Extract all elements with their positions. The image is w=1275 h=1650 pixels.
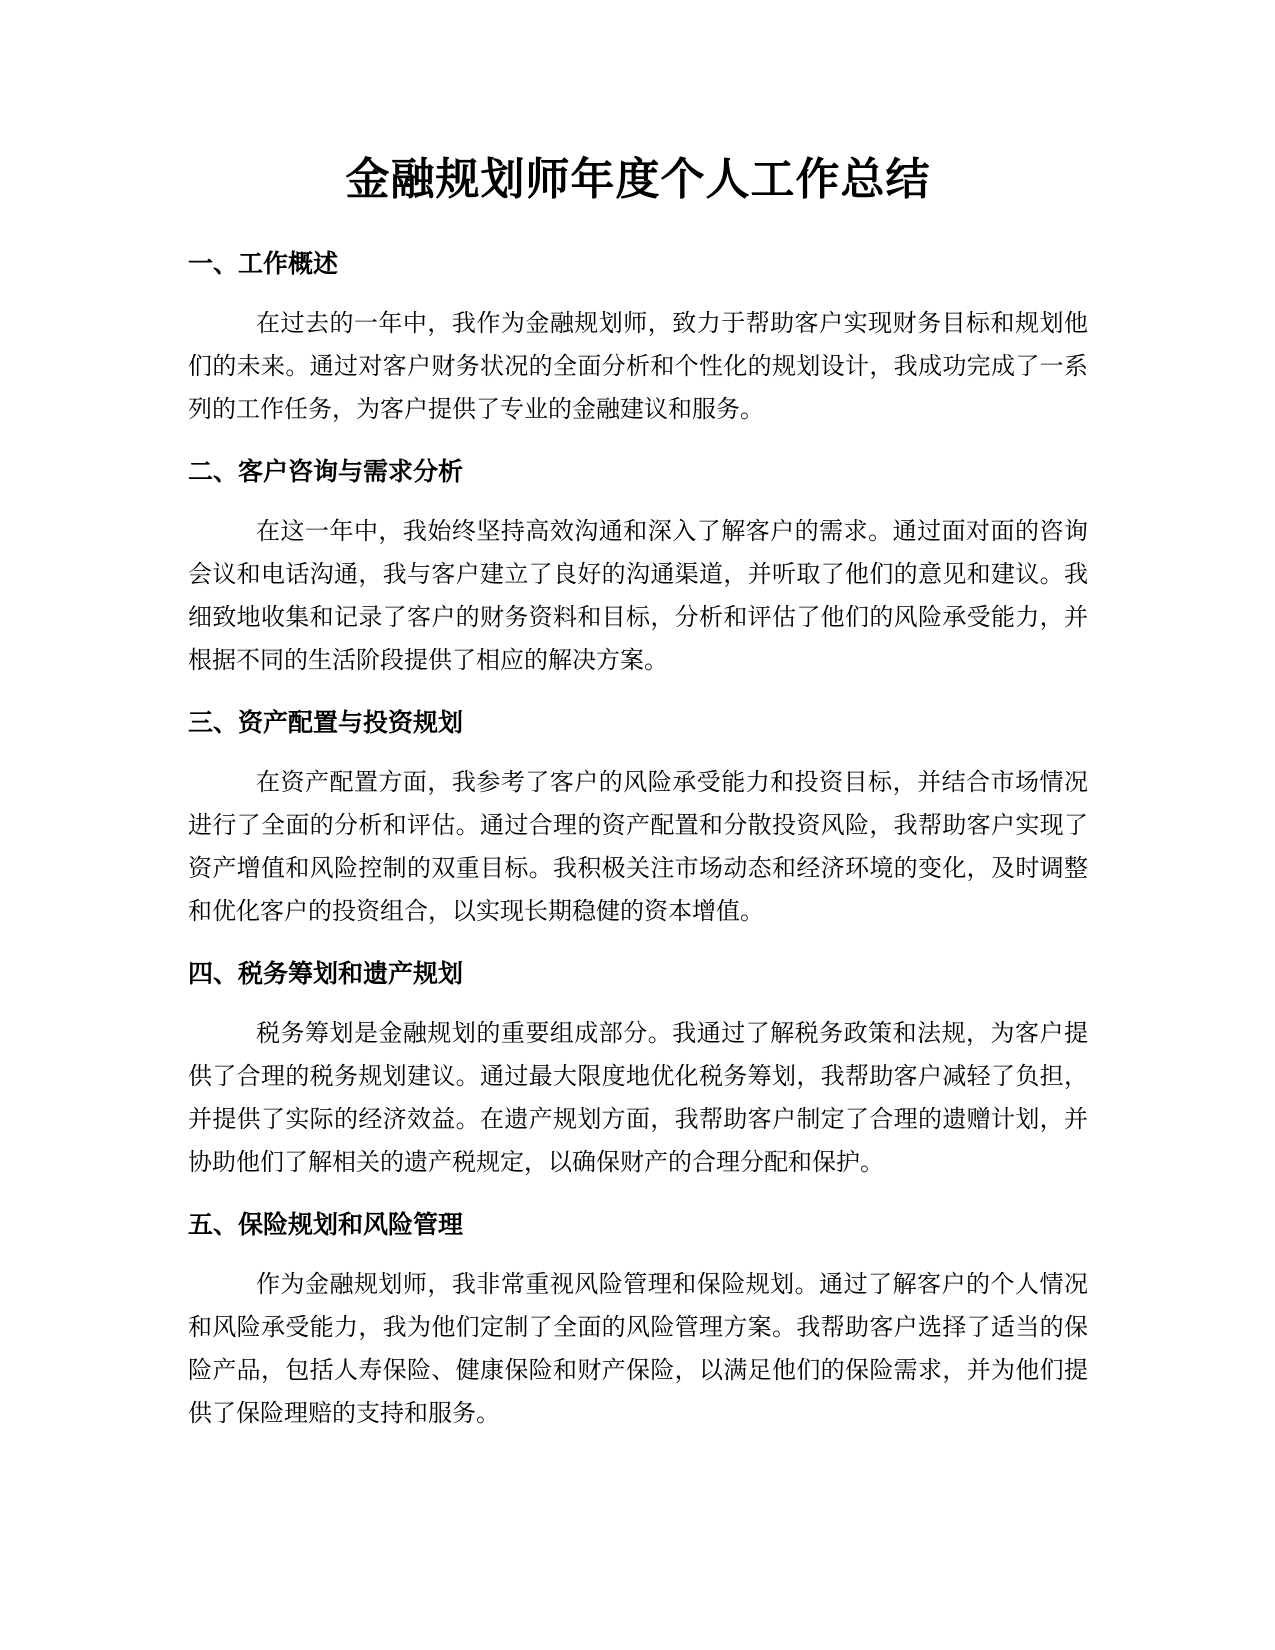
document-title: 金融规划师年度个人工作总结 — [345, 154, 931, 205]
section-body: 在这一年中，我始终坚持高效沟通和深入了解客户的需求。通过面对面的咨询会议和电话沟通，我与客户建立了良好的沟通渠道，并听取了他们的意见和建议。我细致地收集和记录了客户的财务资料和目标，分析和评估了他们的风险承受能力，并根据不同的生活阶段提供了相应的解决方案。 — [188, 517, 1088, 674]
section-work-overview — [188, 246, 1088, 431]
section-body: 在资产配置方面，我参考了客户的风险承受能力和投资目标，并结合市场情况进行了全面的分析和评估。通过合理的资产配置和分散投资风险，我帮助客户实现了资产增值和风险控制的双重目标。我积极关注市场动态和经济环境的变化，及时调整和优化客户的投资组合，以实现长期稳健的资本增值。 — [188, 768, 1088, 925]
section-tax-estate-planning — [188, 956, 1088, 1184]
section-heading: 一、工作概述 — [188, 249, 339, 278]
document-sections — [188, 246, 1088, 1458]
section-heading: 五、保险规划和风险管理 — [188, 1210, 464, 1239]
section-heading: 二、客户咨询与需求分析 — [188, 457, 464, 486]
section-body: 作为金融规划师，我非常重视风险管理和保险规划。通过了解客户的个人情况和风险承受能力，我为他们定制了全面的风险管理方案。我帮助客户选择了适当的保险产品，包括人寿保险、健康保险和财产保险，以满足他们的保险需求，并为他们提供了保险理赔的支持和服务。 — [188, 1270, 1088, 1427]
section-heading: 四、税务筹划和遗产规划 — [188, 959, 464, 988]
section-insurance-risk — [188, 1207, 1088, 1435]
section-body: 在过去的一年中，我作为金融规划师，致力于帮助客户实现财务目标和规划他们的未来。通过对客户财务状况的全面分析和个性化的规划设计，我成功完成了一系列的工作任务，为客户提供了专业的金融建议和服务。 — [188, 309, 1088, 423]
section-heading: 三、资产配置与投资规划 — [188, 708, 464, 737]
section-client-consultation — [188, 454, 1088, 682]
document-page — [188, 0, 1088, 1650]
section-asset-allocation — [188, 705, 1088, 933]
section-body: 税务筹划是金融规划的重要组成部分。我通过了解税务政策和法规，为客户提供了合理的税务规划建议。通过最大限度地优化税务筹划，我帮助客户减轻了负担，并提供了实际的经济效益。在遗产规划方面，我帮助客户制定了合理的遗赠计划，并协助他们了解相关的遗产税规定，以确保财产的合理分配和保护。 — [188, 1019, 1088, 1176]
